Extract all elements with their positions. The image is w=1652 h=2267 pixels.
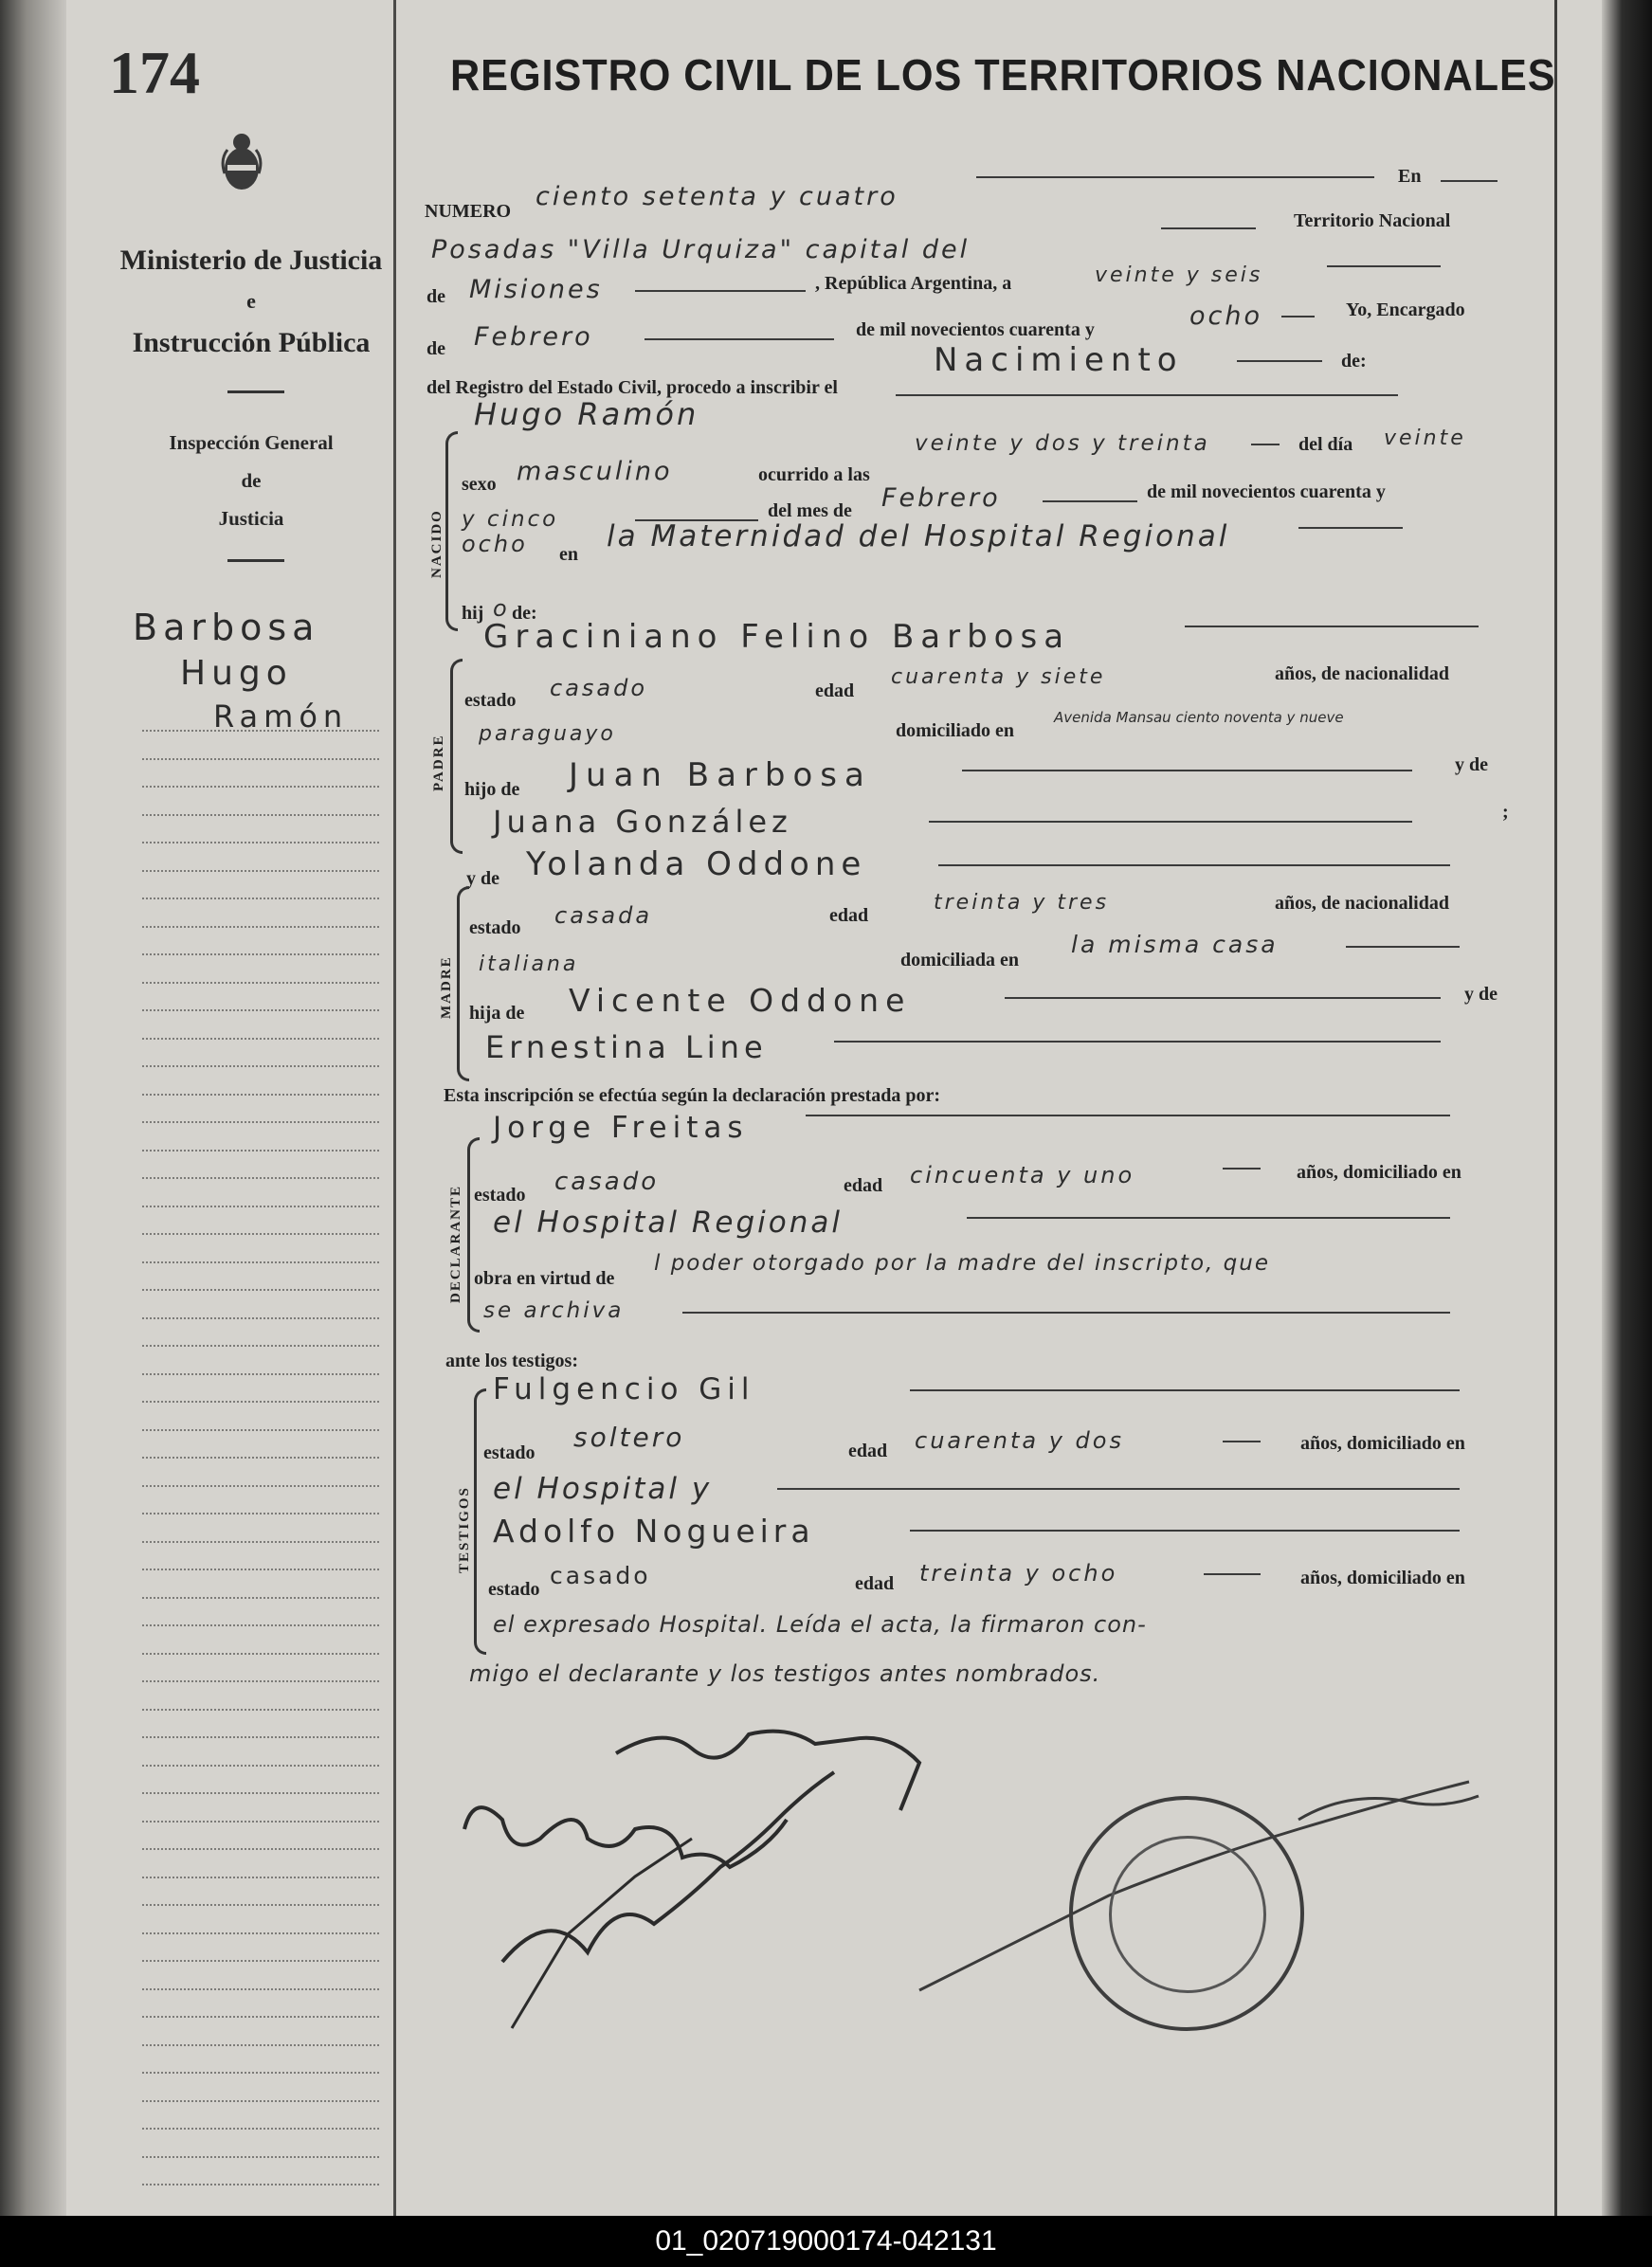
book-binding	[0, 0, 66, 2216]
nacido-en-label: en	[559, 544, 578, 565]
testigo2-edad-label: edad	[855, 1573, 895, 1594]
ledger-line	[142, 2044, 379, 2046]
ledger-line	[142, 2016, 379, 2018]
del-dia-label: del día	[1298, 434, 1353, 455]
padre-nacionalidad-value: paraguayo	[479, 722, 616, 746]
fill-line	[929, 821, 1412, 823]
fill-line	[1346, 946, 1460, 948]
divider	[227, 390, 284, 393]
fill-line	[910, 1389, 1460, 1391]
ledger-line	[142, 1009, 379, 1011]
fill-line	[644, 338, 834, 340]
sexo-label: sexo	[462, 474, 497, 495]
ocurrido-label: ocurrido a las	[758, 464, 870, 485]
ledger-line	[142, 1624, 379, 1626]
ledger-line	[142, 1038, 379, 1040]
fill-line	[1161, 227, 1256, 229]
fill-line	[682, 1312, 1450, 1314]
dia-value-2: y cinco	[462, 507, 559, 532]
ledger-line	[142, 758, 379, 760]
fill-line	[1043, 500, 1137, 502]
ministry-line-3: Instrucción Pública	[132, 327, 371, 358]
mil-label: de mil novecientos cuarenta y	[856, 319, 1095, 340]
republica-label: , República Argentina, a	[815, 273, 1012, 294]
act-type-value: Nacimiento	[934, 341, 1184, 379]
ledger-line	[142, 1932, 379, 1934]
fill-line	[1281, 316, 1315, 317]
signatures	[445, 1706, 1583, 2180]
madre-edad-label: edad	[829, 905, 869, 926]
ledger-line	[142, 1680, 379, 1682]
ledger-line	[142, 814, 379, 816]
declarante-obra-value-2: se archiva	[483, 1298, 625, 1323]
declarante-name-value: Jorge Freitas	[493, 1111, 749, 1145]
ledger-line	[142, 1821, 379, 1823]
testigo2-name-value: Adolfo Nogueira	[493, 1513, 815, 1550]
divider	[227, 559, 284, 562]
nacido-brace	[445, 431, 458, 631]
ledger-line	[142, 1289, 379, 1291]
declarante-anios-label: años, domiciliado en	[1297, 1162, 1461, 1183]
padre-edad-value: cuarenta y siete	[891, 665, 1106, 689]
fill-line	[1223, 1441, 1261, 1442]
ledger-line	[142, 1653, 379, 1655]
year-value: ocho	[1189, 301, 1262, 331]
madre-father-value: Vicente Oddone	[569, 982, 912, 1019]
mes-value: Febrero	[881, 483, 1001, 513]
madre-hija-de-label: hija de	[469, 1003, 525, 1024]
declarante-intro: Esta inscripción se efectúa según la declaración prestada por:	[444, 1085, 941, 1106]
ledger-line	[142, 1848, 379, 1850]
hora-value: veinte y dos y treinta	[915, 431, 1210, 456]
fill-line	[1204, 1573, 1261, 1575]
margin-given-name: Hugo	[180, 654, 293, 693]
numero-label: NUMERO	[425, 201, 512, 222]
ledger-line	[142, 842, 379, 843]
page-edge-shadow	[1602, 0, 1652, 2216]
padre-semicolon: ;	[1502, 802, 1509, 823]
madre-domiciliada-label: domiciliada en	[900, 950, 1020, 970]
ledger-line	[142, 1457, 379, 1459]
day-value: veinte y seis	[1095, 263, 1263, 287]
declarante-brace	[467, 1137, 480, 1333]
declarante-obra-label: obra en virtud de	[474, 1268, 615, 1289]
ledger-line	[142, 1877, 379, 1878]
de-label: de	[427, 286, 445, 307]
fill-line	[777, 1488, 1460, 1490]
ledger-line	[142, 1177, 379, 1179]
madre-estado-label: estado	[469, 917, 521, 938]
lugar-value: la Maternidad del Hospital Regional	[607, 519, 1230, 553]
padre-anios-label: años, de nacionalidad	[1275, 663, 1449, 684]
ledger-line	[142, 1765, 379, 1767]
ledger-line	[142, 2072, 379, 2074]
closing-line: migo el declarante y los testigos antes nombrados.	[469, 1660, 1101, 1687]
madre-nacionalidad-value: italiana	[479, 952, 579, 976]
ledger-line	[142, 982, 379, 984]
fill-line	[896, 394, 1398, 396]
ledger-line	[142, 1345, 379, 1347]
madre-y-de-label-2: y de	[1464, 984, 1498, 1005]
ledger-line	[142, 1150, 379, 1152]
ledger-line	[142, 2100, 379, 2102]
yo-label: Yo, Encargado	[1346, 299, 1465, 320]
testigo1-estado-label: estado	[483, 1442, 536, 1463]
ledger-line	[142, 1904, 379, 1906]
testigo1-edad-value: cuarenta y dos	[915, 1427, 1124, 1454]
madre-mother-value: Ernestina Line	[485, 1029, 768, 1065]
declarante-estado-value: casado	[554, 1168, 660, 1196]
fill-line	[976, 176, 1374, 178]
ledger-line	[142, 2128, 379, 2130]
ledger-line	[142, 2184, 379, 2185]
ledger-line	[142, 786, 379, 788]
fill-line	[910, 1530, 1460, 1532]
official-seal	[1069, 1796, 1304, 2031]
territorio-label: Territorio Nacional	[1294, 210, 1451, 231]
margin-second-name: Ramón	[213, 698, 349, 735]
declarante-obra-value-1: l poder otorgado por la madre del inscripto, que	[654, 1251, 1270, 1276]
fill-line	[834, 1041, 1441, 1043]
declarante-edad-value: cincuenta y uno	[910, 1162, 1135, 1188]
padre-hijo-de-label: hijo de	[464, 779, 520, 800]
ledger-line	[142, 926, 379, 928]
numero-value: ciento setenta y cuatro	[536, 182, 899, 211]
ledger-line	[142, 1233, 379, 1235]
testigo2-anios-label: años, domiciliado en	[1300, 1568, 1465, 1588]
inspection-line-2: de	[241, 469, 262, 492]
nacido-mil-label: de mil novecientos cuarenta y	[1147, 481, 1386, 502]
fill-line	[1327, 265, 1441, 267]
padre-domicilio-value: Avenida Mansau ciento noventa y nueve	[1054, 709, 1344, 726]
testigo1-anios-label: años, domiciliado en	[1300, 1433, 1465, 1454]
territory-value: Misiones	[469, 275, 603, 304]
padre-mother-value: Juana González	[493, 804, 792, 840]
padre-brace	[450, 659, 463, 854]
fill-line	[806, 1115, 1450, 1116]
de-label-3: de:	[1341, 351, 1367, 372]
declarante-domicilio-value: el Hospital Regional	[493, 1206, 844, 1240]
padre-estado-label: estado	[464, 690, 517, 711]
testigo2-edad-value: treinta y ocho	[919, 1560, 1118, 1587]
padre-y-de-label: y de	[1455, 754, 1488, 775]
ledger-line	[142, 1960, 379, 1962]
official-seal-inner	[1109, 1836, 1266, 1993]
ledger-line	[142, 2156, 379, 2158]
madre-anios-label: años, de nacionalidad	[1275, 893, 1449, 914]
sexo-value: masculino	[517, 457, 673, 486]
coat-of-arms-icon	[220, 131, 263, 197]
fill-line	[1298, 527, 1403, 529]
testigo1-edad-label: edad	[848, 1441, 888, 1461]
hijo-label: hij	[462, 603, 484, 624]
ledger-line	[142, 953, 379, 955]
ledger-line	[142, 1401, 379, 1403]
ledger-line	[142, 1261, 379, 1263]
ledger-line	[142, 898, 379, 899]
testigo1-name-value: Fulgencio Gil	[493, 1372, 755, 1406]
padre-name-value: Graciniano Felino Barbosa	[483, 618, 1071, 656]
padre-edad-label: edad	[815, 680, 855, 701]
testigo2-domicilio-value: el expresado Hospital. Leída el acta, la firmaron con-	[493, 1611, 1147, 1638]
ledger-line	[142, 1485, 379, 1487]
testigos-brace	[474, 1388, 486, 1655]
padre-estado-value: casado	[550, 675, 648, 701]
testigo2-estado-value: casado	[550, 1562, 651, 1589]
testigo1-estado-value: soltero	[573, 1422, 685, 1453]
inspection-line-1: Inspección General	[169, 431, 334, 454]
padre-section-label: PADRE	[431, 734, 446, 791]
ledger-line	[142, 1597, 379, 1599]
madre-domicilio-value: la misma casa	[1071, 931, 1279, 958]
month-value: Febrero	[474, 322, 593, 352]
inspection-line-3: Justicia	[218, 507, 284, 530]
padre-domiciliado-label: domiciliado en	[896, 720, 1015, 741]
dia-value-1: veinte	[1384, 426, 1466, 450]
ledger-line	[142, 1121, 379, 1123]
testigos-intro: ante los testigos:	[445, 1351, 578, 1371]
document-title: REGISTRO CIVIL DE LOS TERRITORIOS NACIONALES	[450, 50, 1556, 100]
fill-line	[962, 770, 1412, 771]
testigo1-domicilio-value: el Hospital y	[493, 1472, 713, 1506]
ledger-line	[142, 1736, 379, 1738]
place-value: Posadas "Villa Urquiza" capital del	[431, 235, 971, 264]
declarante-section-label: DECLARANTE	[448, 1184, 463, 1303]
fill-line	[1223, 1168, 1261, 1170]
fill-line	[1441, 180, 1498, 182]
fill-line	[635, 290, 806, 292]
fill-line	[938, 864, 1450, 866]
madre-brace	[457, 886, 469, 1081]
madre-estado-value: casada	[554, 902, 653, 929]
ministry-line-1: Ministerio de Justicia	[119, 245, 383, 276]
ledger-line	[142, 1988, 379, 1990]
ledger-line	[142, 1569, 379, 1570]
fill-line	[1005, 997, 1441, 999]
anio-value: ocho	[462, 531, 528, 557]
ministry-line-2: e	[246, 289, 256, 313]
nacido-section-label: NACIDO	[429, 509, 445, 578]
madre-name-value: Yolanda Oddone	[526, 845, 867, 883]
ledger-line	[142, 1317, 379, 1319]
padre-father-value: Juan Barbosa	[569, 756, 872, 794]
declarante-edad-label: edad	[844, 1175, 883, 1196]
nacido-name-value: Hugo Ramón	[474, 396, 699, 432]
del-mes-label: del mes de	[768, 500, 852, 521]
ledger-line	[142, 1065, 379, 1067]
ledger-line	[142, 1373, 379, 1375]
ledger-line	[142, 1709, 379, 1711]
madre-y-de-label: y de	[466, 868, 499, 889]
fill-line	[1237, 360, 1322, 362]
ledger-line	[142, 870, 379, 872]
madre-section-label: MADRE	[439, 955, 454, 1019]
de-label-2: de	[427, 338, 445, 359]
ledger-line	[142, 1094, 379, 1096]
fill-line	[1185, 626, 1479, 627]
ledger-line	[142, 1513, 379, 1514]
footer-code: 01_020719000174-042131	[0, 2216, 1652, 2267]
margin-surname: Barbosa	[133, 607, 320, 648]
en-label: En	[1398, 166, 1422, 187]
ledger-line	[142, 1792, 379, 1794]
ledger-line	[142, 1541, 379, 1543]
testigos-section-label: TESTIGOS	[457, 1486, 472, 1573]
fill-line	[1251, 444, 1280, 445]
ledger-line	[142, 1206, 379, 1207]
ledger-line	[142, 1429, 379, 1431]
registro-label: del Registro del Estado Civil, procedo a inscribir el	[427, 377, 838, 398]
page-number: 174	[109, 39, 200, 106]
hijo-de-label: de:	[512, 603, 537, 624]
madre-edad-value: treinta y tres	[934, 891, 1110, 915]
declarante-estado-label: estado	[474, 1185, 526, 1206]
hijo-suffix: o	[493, 595, 507, 622]
fill-line	[967, 1217, 1450, 1219]
testigo2-estado-label: estado	[488, 1579, 540, 1600]
